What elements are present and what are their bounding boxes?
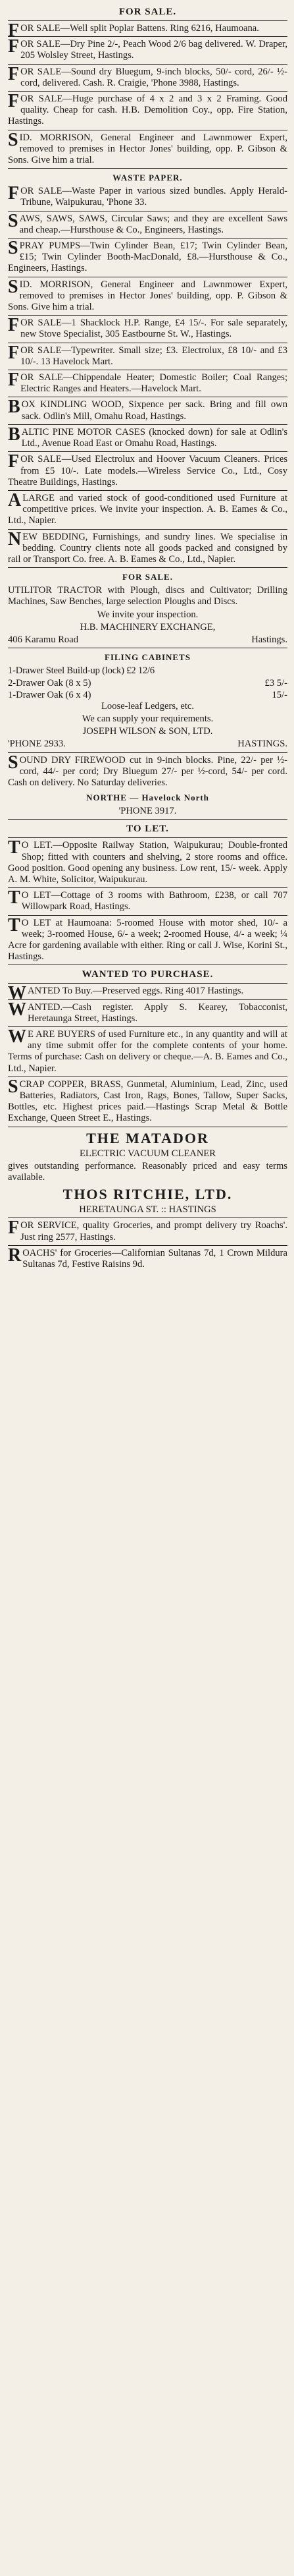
ad-text: OR SALE—Chippendale Heater; Domestic Boiler; Coal Ranges; Electric Ranges and Heaters.—Havelock Mart. <box>20 372 287 395</box>
divider <box>8 451 287 452</box>
divider <box>8 752 287 753</box>
drop-cap: S <box>8 752 18 773</box>
drop-cap: S <box>8 210 18 231</box>
divider <box>8 490 287 491</box>
drop-cap: F <box>8 36 20 57</box>
drop-cap: F <box>8 370 20 391</box>
divider <box>8 315 287 316</box>
drop-cap: W <box>8 999 26 1020</box>
drop-cap: F <box>8 342 20 363</box>
ad-text: OR SALE—Well split Poplar Battens. Ring 6216, Haumoana. <box>20 23 259 34</box>
filing-firm: JOSEPH WILSON & SON, LTD. <box>82 726 213 737</box>
drop-cap: W <box>8 1026 26 1048</box>
ad-firewood <box>8 752 287 789</box>
ad-buyers-furniture <box>8 1026 287 1075</box>
drop-cap: T <box>8 837 20 858</box>
drop-cap: R <box>8 1245 22 1266</box>
ad-poplar-battens <box>8 20 287 41</box>
ad-wanted-eggs <box>8 983 287 1004</box>
ad-text: OR SALE—Dry Pine 2/-, Peach Wood 2/6 bag delivered. W. Draper, 205 Wolsley Street, Hastings. <box>20 39 287 61</box>
filing-item-price: £3 5/- <box>264 678 287 689</box>
ad-motor-cases <box>8 424 287 449</box>
section-header-for-sale: FOR SALE. <box>118 7 177 17</box>
drop-cap: W <box>8 983 26 1004</box>
section-header-filing-cabinets: FILING CABINETS <box>105 652 191 663</box>
ad-used-furniture <box>8 490 287 527</box>
ad-text: O LET at Haumoana: 5-roomed House with motor shed, 10/- a week; 3-roomed House, 6/- a week; 2-roomed House, 4/- a week; ¼ Acre for gardening available with either. Ring or call J. Wise, Korini St., Hastings. <box>8 917 287 963</box>
drop-cap: B <box>8 397 20 418</box>
drop-cap: F <box>8 451 20 472</box>
ad-text: AWS, SAWS, SAWS, Circular Saws; and they are excellent Saws and cheap.—Hursthouse & Co., Engineers, Hastings. <box>19 213 287 235</box>
ad-text: OR SERVICE, quality Groceries, and prompt delivery try Roachs'. Just ring 2577, Hastings. <box>20 1220 287 1243</box>
classified-page <box>0 0 294 1270</box>
ad-saws <box>8 210 287 236</box>
divider <box>8 837 287 838</box>
divider <box>8 1026 287 1027</box>
ad-text: OR SALE—Used Electrolux and Hoover Vacuum Cleaners. Prices from £5 10/-. Late models.—Wireless Service Co., Ltd., Cosy Theatre Buildings, Hastings. <box>8 454 287 488</box>
ad-utilitor-address: 406 Karamu Road <box>8 634 78 645</box>
ad-kindling-wood <box>8 399 287 422</box>
drop-cap: T <box>8 914 20 936</box>
drop-cap: F <box>8 20 20 41</box>
filing-item-price: 15/- <box>272 689 287 700</box>
divider <box>8 36 287 37</box>
divider <box>8 983 287 984</box>
drop-cap: F <box>8 315 20 336</box>
drop-cap: B <box>8 424 20 445</box>
divider <box>8 64 287 65</box>
ad-text: PRAY PUMPS—Twin Cylinder Bean, £17; Twin Cylinder Bean, £15; Twin Cylinder Booth-MacDonald, £8.—Hursthouse & Co., Engineers, Hastings. <box>8 240 287 274</box>
drop-cap: F <box>8 63 20 84</box>
ad-text: OR SALE—Sound dry Bluegum, 9-inch blocks, 50/- cord, 26/- ½-cord, delivered. Cash. R. Craigie, 'Phone 3988, Hastings. <box>20 66 287 88</box>
ad-shacklock-range <box>8 315 287 340</box>
ad-spray-pumps <box>8 240 287 275</box>
filing-phone: 'PHONE 2933. <box>8 739 66 750</box>
ad-text: OR SALE—Waste Paper in various sized bundles. Apply Herald-Tribune, Waipukurau, 'Phone 33. <box>20 186 287 208</box>
matador-title: THE MATADOR <box>86 1129 209 1146</box>
drop-cap: T <box>8 887 20 909</box>
ad-text: OR SALE—Huge purchase of 4 x 2 and 3 x 2 Framing. Good quality. Cheap for cash. H.B. Demolition Coy., opp. Fire Station, Hastings. <box>8 94 287 127</box>
divider <box>8 819 287 820</box>
section-header-to-let: TO LET. <box>126 824 169 835</box>
ad-text: CRAP COPPER, BRASS, Gunmetal, Aluminium, Lead, Zinc, used Batteries, Radiators, Cast Iron, Rags, Bones, Tallow, Super Sacks, Bottles, etc. Highest prices paid.—Hastings Scrap Metal & Bottle Exchange, Queen Street E., Hastings. <box>8 1078 287 1124</box>
drop-cap: N <box>8 528 22 549</box>
ad-text: O LET—Cottage of 3 rooms with Bathroom, £238, or call 707 Willowpark Road, Hastings. <box>21 890 287 912</box>
ad-text: ID. MORRISON, General Engineer and Lawnmower Expert, removed to premises in Hector Jones' building, opp. P. Gibson & Sons. Give him a trial. <box>8 132 287 166</box>
ad-to-let-shop <box>8 837 287 885</box>
ad-chippendale-heater <box>8 372 287 395</box>
ad-utilitor-address-row <box>8 634 287 646</box>
ad-dry-pine <box>8 36 287 61</box>
filing-item-3 <box>8 690 287 701</box>
divider <box>8 887 287 888</box>
filing-town: HASTINGS. <box>237 739 287 750</box>
drop-cap: A <box>8 490 22 511</box>
section-header-wanted: WANTED TO PURCHASE. <box>82 969 214 980</box>
ad-text: ALTIC PINE MOTOR CASES (knocked down) for sale at Odlin's Ltd., Avenue Road East or Omahu Road, Hastings. <box>21 426 287 449</box>
drop-cap: F <box>8 183 20 204</box>
ad-vacuum-cleaners <box>8 451 287 488</box>
section-header-waste-paper: WASTE PAPER. <box>112 173 183 183</box>
ad-text: LARGE and varied stock of good-conditioned used Furniture at competitive prices. We invite your inspection. A. B. Eames & Co., Ltd., Napier. <box>8 492 287 526</box>
ad-utilitor-tractor: UTILITOR TRACTOR with Plough, discs and Cultivator; Drilling Machines, Saw Benches, large selection Ploughs and Discs. <box>8 585 287 607</box>
ad-framing <box>8 91 287 128</box>
ad-text: ANTED.—Cash register. Apply S. Kearey, Tobacconist, Heretaunga Street, Hastings. <box>28 1001 287 1024</box>
ad-utilitor-town: Hastings. <box>251 634 287 645</box>
drop-cap: S <box>8 129 18 150</box>
machinery-header: FOR SALE. <box>122 572 173 582</box>
drop-cap: S <box>8 1076 18 1097</box>
filing-item-4: Loose-leaf Ledgers, etc. <box>101 700 194 712</box>
divider <box>8 1245 287 1246</box>
ad-to-let-cottage <box>8 887 287 912</box>
ad-morrison-2 <box>8 276 287 314</box>
ad-roachs-groceries <box>8 1245 287 1270</box>
ad-utilitor-firm: H.B. MACHINERY EXCHANGE, <box>80 621 216 632</box>
ad-scrap-copper <box>8 1076 287 1125</box>
ad-text: OX KINDLING WOOD, Sixpence per sack. Bring and fill own sack. Odlin's Mill, Omahu Road, Hastings. <box>21 399 287 422</box>
matador-subtitle: ELECTRIC VACUUM CLEANER <box>79 1148 216 1159</box>
divider <box>8 915 287 916</box>
divider <box>8 424 287 425</box>
filing-item-label: 1-Drawer Oak (6 x 4) <box>8 689 91 700</box>
ad-text: OR SALE—Typewriter. Small size; £3. Electrolux, £8 10/- and £3 10/-. 13 Havelock Mart. <box>20 345 287 367</box>
ad-text: ANTED To Buy.—Preserved eggs. Ring 4017 Hastings. <box>28 986 244 997</box>
ad-typewriter <box>8 342 287 368</box>
divider <box>8 567 287 568</box>
ad-waste-paper <box>8 183 287 208</box>
ad-utilitor-invite: We invite your inspection. <box>97 609 199 620</box>
ad-text: O LET.—Opposite Railway Station, Waipukurau; Double-fronted Shop; fitted with counters and shelving, 2 store rooms and office. Good position. Good opening any business. Low rent, 15/- week. Apply A. M. White, Solicitor, Waipukurau. <box>8 840 287 885</box>
firewood-phone: 'PHONE 3917. <box>118 806 177 817</box>
drop-cap: F <box>8 1218 20 1239</box>
divider <box>8 20 287 21</box>
filing-contact-row <box>8 739 287 750</box>
drop-cap: F <box>8 91 20 112</box>
filing-supply-note: We can supply your requirements. <box>82 713 214 724</box>
ad-new-bedding <box>8 528 287 566</box>
filing-item-2 <box>8 678 287 689</box>
ad-roachs-service <box>8 1220 287 1243</box>
firewood-firm: NORTHE — Havelock North <box>86 793 209 803</box>
ad-text: OR SALE—1 Shacklock H.P. Range, £4 15/-. For sale separately, new Stove Specialist, 305 Eastbourne St. W., Hastings. <box>20 318 287 340</box>
matador-address: HERETAUNGA ST. :: HASTINGS <box>79 1204 216 1216</box>
ad-bluegum <box>8 63 287 89</box>
matador-body: gives outstanding performance. Reasonably priced and easy terms available. <box>8 1160 287 1183</box>
drop-cap: S <box>8 238 18 259</box>
ad-text: E ARE BUYERS of used Furniture etc., in any quantity and will at any time submit offer for the complete contents of your home. Terms of purchase: Cash on delivery or cheque.—A. B. Eames and Co., Ltd., Napier. <box>8 1029 287 1074</box>
ad-text: EW BEDDING, Furnishings, and sundry lines. We specialise in bedding. Country clients note all goods packed and consigned by rail or Transport Co. free. A. B. Eames & Co., Ltd., Napier. <box>8 531 287 565</box>
ad-wanted-register <box>8 999 287 1024</box>
ad-text: ID. MORRISON, General Engineer and Lawnmower Expert, removed to premises in Hector Jones' building, opp. P. Gibson & Sons. Give him a trial. <box>8 279 287 313</box>
divider <box>8 529 287 530</box>
filing-item-label: 2-Drawer Oak (8 x 5) <box>8 678 91 689</box>
divider <box>8 999 287 1000</box>
ad-to-let-haumoana <box>8 914 287 963</box>
ad-text: OUND DRY FIREWOOD cut in 9-inch blocks. Pine, 22/- per ½-cord, 44/- per cord; Dry Bluegum 27/- per ½-cord, 54/- per cord. Cash on delivery. No Saturday deliveries. <box>8 754 287 788</box>
ad-morrison-1 <box>8 129 287 167</box>
matador-firm: THOS RITCHIE, LTD. <box>62 1186 233 1203</box>
divider <box>8 91 287 92</box>
divider <box>8 168 287 169</box>
ad-text: OACHS' for Groceries—Californian Sultanas 7d, 1 Crown Mildura Sultanas 7d, Festive Raisins 9d. <box>22 1247 287 1270</box>
drop-cap: S <box>8 276 18 297</box>
filing-item-1: 1-Drawer Steel Build-up (lock) £2 12/6 <box>8 665 155 677</box>
